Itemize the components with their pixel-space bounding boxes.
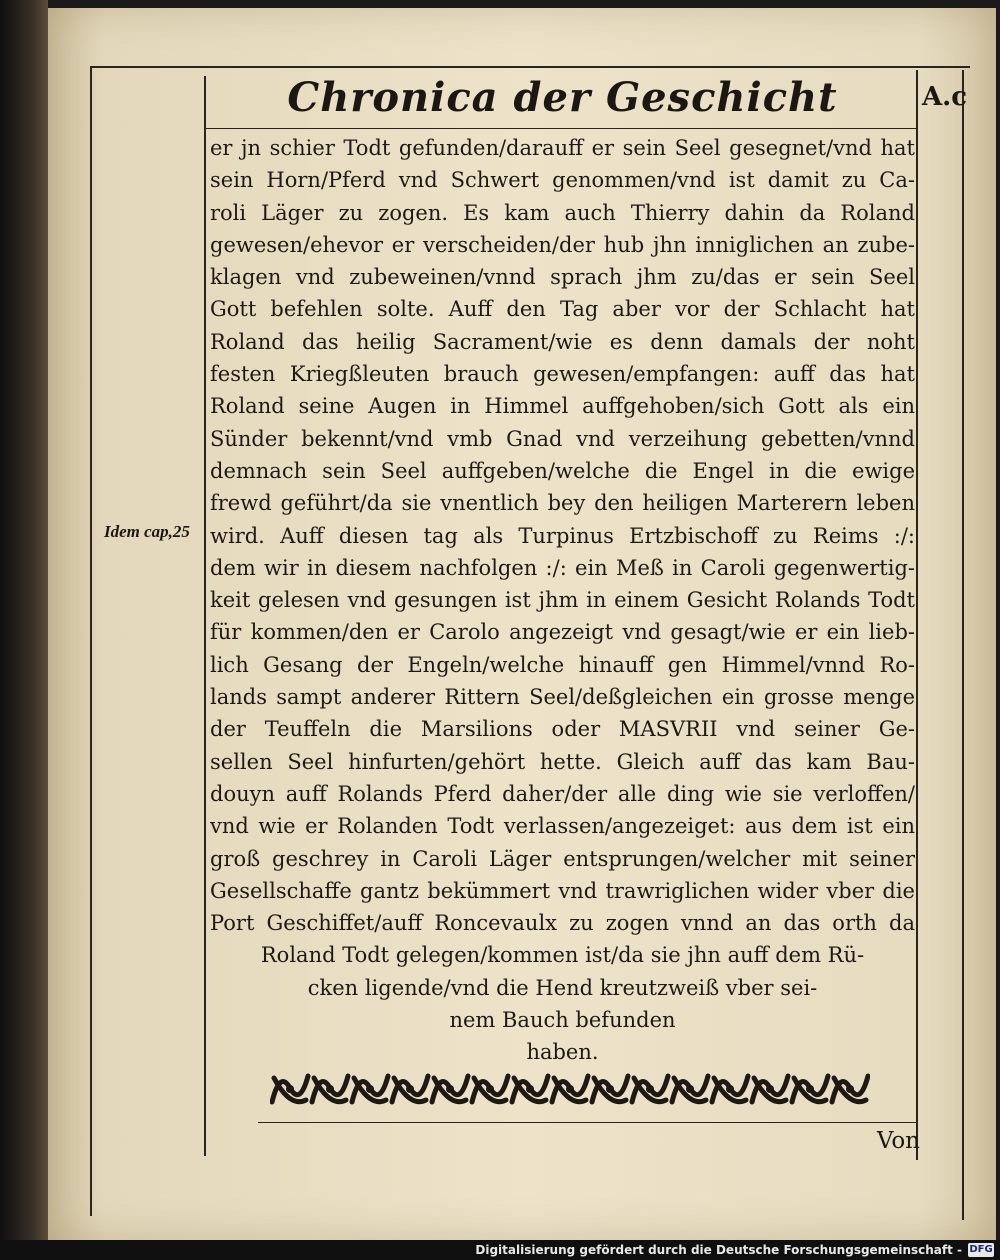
body-text xyxy=(210,132,915,1069)
running-title: Chronica der Geschicht xyxy=(287,74,838,121)
text-line: für kommen/den er Carolo angezeigt vnd gesagt/wie er ein lieb- xyxy=(210,620,915,645)
text-line: gewesen/ehevor er verscheiden/der hub jhn inniglichen an zube- xyxy=(210,232,915,257)
scan-edge xyxy=(0,0,48,1260)
ornament-unit xyxy=(512,1076,548,1102)
ornament-unit xyxy=(792,1076,828,1102)
text-right-rule xyxy=(916,70,918,1160)
ornament-border-icon xyxy=(270,1064,870,1114)
ornament-unit xyxy=(552,1076,588,1102)
ornament-unit xyxy=(432,1076,468,1102)
dfg-logo-icon: DFG xyxy=(969,1244,993,1255)
text-line: dem wir in diesem nachfolgen :/: ein Meß in Caroli gegenwertig- xyxy=(210,555,915,580)
text-line: sellen Seel hinfurten/gehört hette. Gleich auff das kam Bau- xyxy=(210,749,915,774)
frame-right-rule xyxy=(962,70,964,1220)
frame-left-rule xyxy=(90,66,92,1216)
frame-bottom-rule xyxy=(258,1122,918,1123)
text-line: nem Bauch befunden xyxy=(449,1008,676,1033)
margin-note: Idem cap,25 xyxy=(104,522,190,541)
ornament-unit xyxy=(632,1076,668,1102)
ornament-unit xyxy=(472,1076,508,1102)
digitization-credit: Digitalisierung gefördert durch die Deutsche Forschungsgemeinschaft - xyxy=(475,1243,962,1257)
text-line: roli Läger zu zogen. Es kam auch Thierry dahin da Roland xyxy=(210,200,915,225)
ornament-unit xyxy=(592,1076,628,1102)
frame-top-rule xyxy=(90,66,970,68)
text-line: haben. xyxy=(526,1040,599,1065)
text-line: festen Kriegßleuten brauch gewesen/empfangen: auff das hat xyxy=(210,362,915,387)
text-line: wird. Auff diesen tag als Turpinus Ertzbischoff zu Reims :/: xyxy=(210,523,915,548)
text-line: Gesellschaffe gantz bekümmert vnd trawriglichen wider vber die xyxy=(210,878,915,903)
text-line: er jn schier Todt gefunden/darauff er sein Seel gesegnet/vnd hat xyxy=(210,136,915,160)
text-line: frewd geführt/da sie vnentlich bey den heiligen Marterern leben xyxy=(210,491,915,516)
text-line: douyn auff Rolands Pferd daher/der alle ding wie sie verloffen/ xyxy=(210,781,915,806)
ornament-unit xyxy=(752,1076,788,1102)
text-line: Gott befehlen solte. Auff den Tag aber vor der Schlacht hat xyxy=(210,297,915,322)
ornament-unit xyxy=(392,1076,428,1102)
text-line: Port Geschiffet/auff Roncevaulx zu zogen vnnd an das orth da xyxy=(210,911,915,936)
folio-signature: A.c xyxy=(922,82,968,112)
text-line: groß geschrey in Caroli Läger entsprungen/welcher mit seiner xyxy=(210,846,915,871)
ornament-unit xyxy=(712,1076,748,1102)
text-line: vnd wie er Rolanden Todt verlassen/angezeiget: aus dem ist ein xyxy=(210,814,915,839)
ornament-unit xyxy=(672,1076,708,1102)
text-left-rule xyxy=(204,76,206,1156)
text-line: klagen vnd zubeweinen/vnnd sprach jhm zu/das er sein Seel xyxy=(210,265,915,290)
text-line: sein Horn/Pferd vnd Schwert genommen/vnd ist damit zu Ca- xyxy=(210,168,915,193)
ornament-unit xyxy=(352,1076,388,1102)
ornament-unit xyxy=(312,1076,348,1102)
text-line: keit gelesen vnd gesungen ist jhm in einem Gesicht Rolands Todt xyxy=(210,588,915,613)
text-line: Sünder bekennt/vnd vmb Gnad vnd verzeihung gebetten/vnnd xyxy=(210,426,915,451)
text-line: lands sampt anderer Rittern Seel/deßgleichen ein grosse menge xyxy=(210,685,915,710)
text-line: lich Gesang der Engeln/welche hinauff gen Himmel/vnnd Ro- xyxy=(210,652,915,677)
text-line: Roland Todt gelegen/kommen ist/da sie jhn auff dem Rü- xyxy=(260,943,865,968)
catchword: Von xyxy=(876,1128,920,1154)
text-line: demnach sein Seel auffgeben/welche die Engel in die ewige xyxy=(210,458,915,483)
text-line: der Teuffeln die Marsilions oder MASVRII vnd seiner Ge- xyxy=(210,717,915,742)
ornament-unit xyxy=(832,1076,868,1102)
frame-top-rule-inner xyxy=(205,128,917,129)
ornament-unit xyxy=(272,1076,308,1102)
text-line: Roland das heilig Sacrament/wie es denn damals der noht xyxy=(210,329,915,354)
text-line: cken ligende/vnd die Hend kreutzweiß vber sei- xyxy=(307,975,818,1000)
text-line: Roland seine Augen in Himmel auffgehoben/sich Gott als ein xyxy=(210,394,915,419)
